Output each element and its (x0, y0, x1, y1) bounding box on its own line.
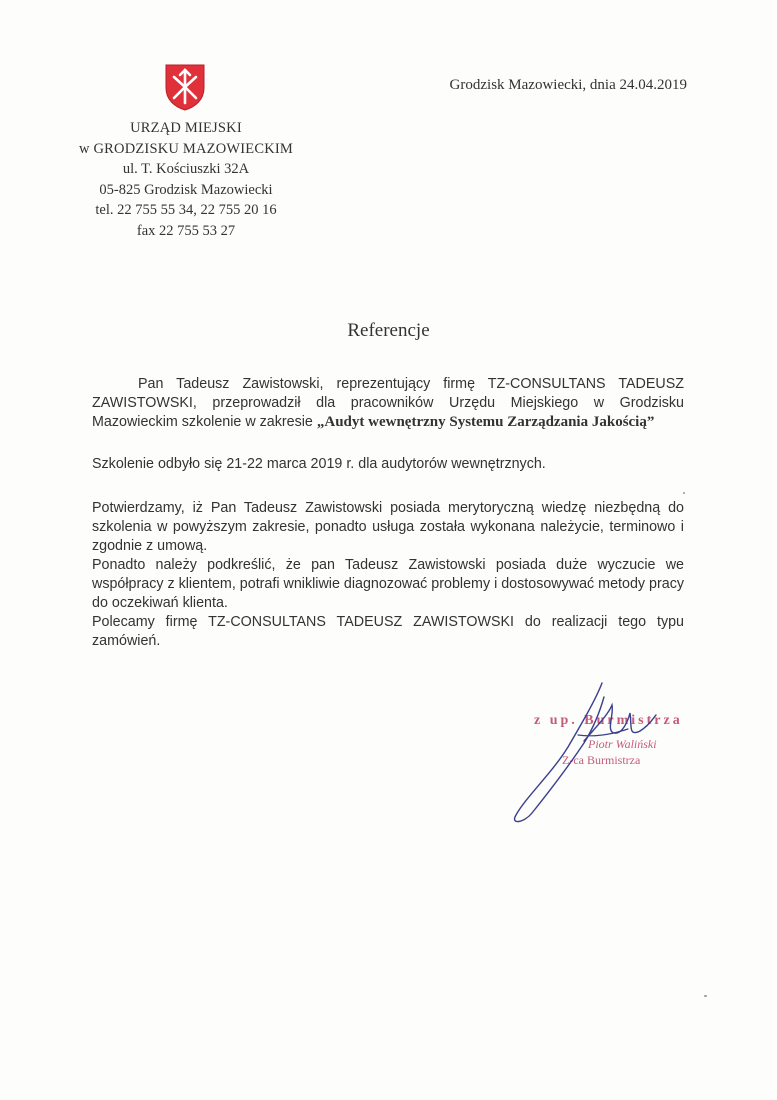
paragraph-intro (92, 375, 684, 432)
paragraph-recommendation: Polecamy firmę TZ-CONSULTANS TADEUSZ ZAWISTOWSKI do realizacji tego typu zamówień. (92, 614, 684, 649)
office-location: w GRODZISKU MAZOWIECKIM (78, 140, 294, 157)
letter-body (92, 375, 684, 651)
office-address: ul. T. Kościuszki 32A (122, 161, 250, 177)
office-postal-code: 05-825 Grodzisk Mazowiecki (99, 181, 273, 198)
scan-speck (683, 492, 685, 494)
course-name: „Audyt wewnętrzny Systemu Zarządzania Jakością” (316, 414, 655, 430)
stamp-signatory-name: Piotr Waliński (588, 737, 657, 751)
office-name: URZĄD MIEJSKI (130, 120, 242, 136)
stamp-authority: z up. Burmistrza (534, 713, 683, 728)
handwritten-signature (500, 675, 700, 825)
office-fax: fax 22 755 53 27 (136, 222, 236, 239)
letterhead (62, 118, 310, 241)
document-title: Referencje (347, 320, 430, 341)
scan-speck (704, 995, 707, 997)
paragraph-emphasis: Ponadto należy podkreślić, że pan Tadeusz Zawistowski posiada duże wyczucie we współpracy z klientem, potrafi wnikliwie diagnozować problemy i dostosowywać metody pracy do oczekiwań klienta. (92, 557, 684, 611)
paragraph-training-date: Szkolenie odbyło się 21-22 marca 2019 r. dla audytorów wewnętrznych. (92, 456, 546, 472)
place-and-date: Grodzisk Mazowiecki, dnia 24.04.2019 (449, 77, 687, 93)
intro-text: Pan Tadeusz Zawistowski, reprezentujący firmę TZ-CONSULTANS TADEUSZ ZAWISTOWSKI, przeprowadził dla pracowników Urzędu Miejskiego w Grodzisku Mazowieckim szkolenie w zakresie (92, 376, 684, 430)
signature-stamp (500, 675, 700, 825)
stamp-signatory-role: Z-ca Burmistrza (562, 753, 641, 767)
office-phone: tel. 22 755 55 34, 22 755 20 16 (95, 202, 277, 218)
city-coat-of-arms-icon (163, 62, 207, 112)
paragraph-confirmation: Potwierdzamy, iż Pan Tadeusz Zawistowski posiada merytoryczną wiedzę niezbędną do szkolenia w powyższym zakresie, ponadto usługa została wykonana należycie, terminowo i zgodnie z umową. (92, 500, 684, 554)
